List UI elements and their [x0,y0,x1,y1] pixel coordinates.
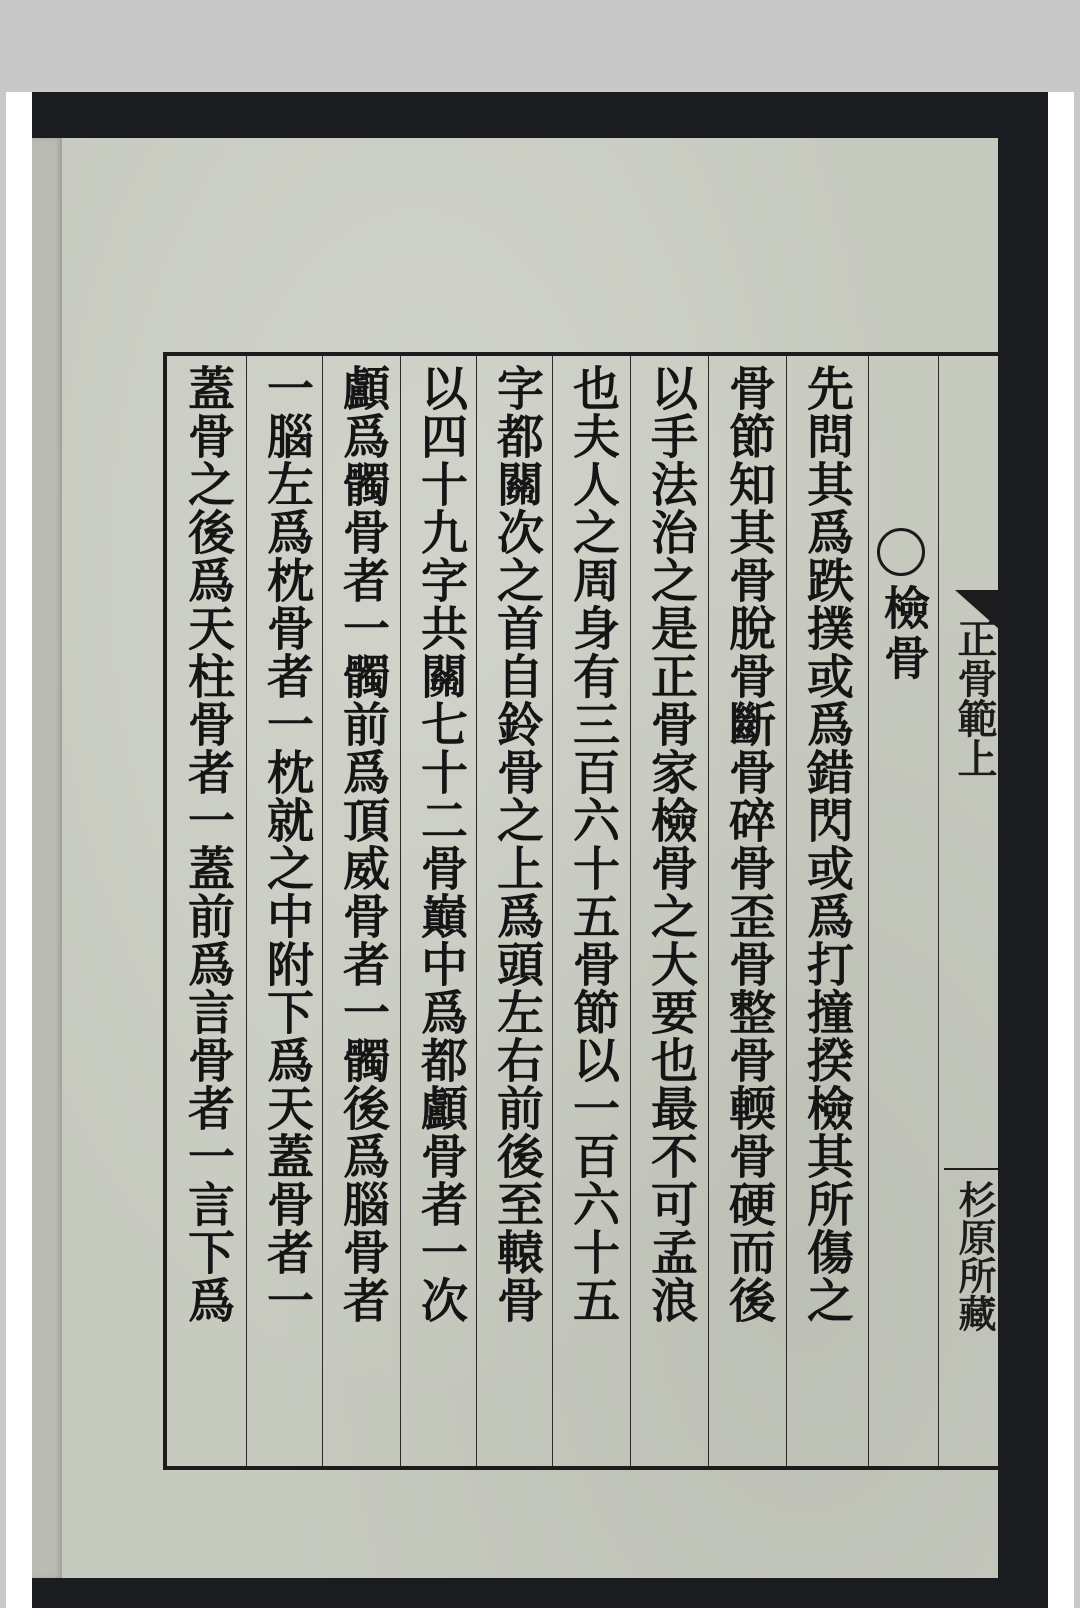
column-text-7: 顱爲髑骨者一髑前爲頂威骨者一髑後爲腦骨者 [335,364,390,1324]
text-column-9 [168,356,246,1466]
column-text-2: 骨節知其骨脫骨斷骨碎骨歪骨整骨輭骨硬而後 [721,364,776,1324]
banxin-note: 杉原所藏 [952,1180,997,1332]
banxin-rule [944,1168,1000,1170]
column-text-6: 以四十九字共關七十二骨巔中爲都顱骨者一次 [413,364,468,1324]
text-column-1 [786,356,864,1466]
text-column-5 [476,356,554,1466]
column-text-4: 也夫人之周身有三百六十五骨節以一百六十五 [565,364,620,1324]
section-heading-column [868,356,938,1466]
text-column-7 [322,356,400,1466]
column-text-5: 字都關次之首自鈴骨之上爲頭左右前後至轅骨 [489,364,544,1324]
circle-mark-icon [877,528,925,576]
column-text-3: 以手法治之是正骨家檢骨之大要也最不可孟浪 [643,364,698,1324]
column-text-1: 先問其爲跌撲或爲錯閃或爲打撞揆檢其所傷之 [799,364,854,1324]
column-text-8: 一腦左爲枕骨者一枕就之中附下爲天蓋骨者一 [259,364,314,1324]
text-column-8 [246,356,324,1466]
text-column-6 [400,356,478,1466]
section-title: 檢骨 [877,584,931,684]
text-column-4 [552,356,630,1466]
page-fold-strip [32,138,62,1578]
text-column-2 [708,356,786,1466]
banxin-title: 正骨範上 [951,618,998,778]
text-column-3 [630,356,708,1466]
column-text-9: 蓋骨之後爲天柱骨者一蓋前爲言骨者一言下爲 [180,364,235,1324]
